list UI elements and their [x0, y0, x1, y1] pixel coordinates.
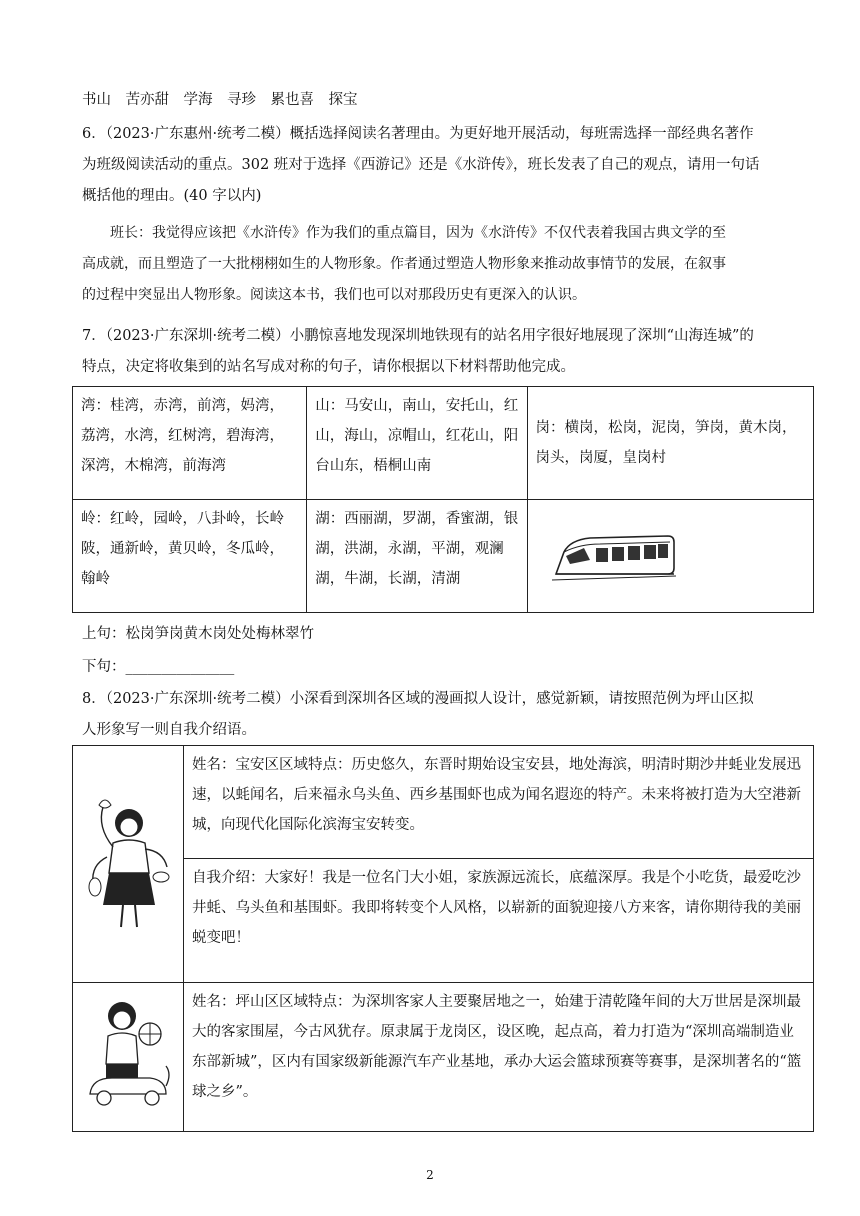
q7-line-2: 特点，决定将收集到的站名写成对称的句子，请你根据以下材料帮助他完成。 [82, 359, 575, 375]
district-table [72, 745, 814, 1132]
pingshan-illustration-cell [73, 983, 184, 1132]
q6-quote-line-3: 的过程中突显出人物形象。阅读这本书，我们也可以对那段历史有更深入的认识。 [82, 287, 586, 303]
baoan-illustration-cell [73, 746, 184, 983]
boy-cartoon-icon [82, 990, 174, 1120]
q6-line-2: 为班级阅读活动的重点。302 班对于选择《西游记》还是《水浒传》，班长发表了自己的观点，请用一句话 [82, 157, 760, 173]
q6-quote-line-2: 高成就，而且塑造了一大批栩栩如生的人物形象。作者通过塑造人物形象来推动故事情节的发展，在叙事 [82, 256, 726, 272]
table-row [73, 859, 814, 983]
q6-quote-line-1: 班长：我觉得应该把《水浒传》作为我们的重点篇目，因为《水浒传》不仅代表着我国古典文学的至 [110, 225, 726, 241]
lower-line: 下句：_______________ [82, 659, 235, 675]
q7-line-1: 7．（2023·广东深圳·统考二模）小鹏惊喜地发现深圳地铁现有的站名用字很好地展现了深圳“山海连城”的 [82, 328, 754, 344]
q8-line-1: 8．（2023·广东深圳·统考二模）小深看到深圳各区域的漫画拟人设计，感觉新颖，请按照范例为坪山区拟 [82, 691, 754, 707]
metro-train-icon [550, 530, 680, 590]
upper-line: 上句：松岗笋岗黄木岗处处梅林翠竹 [82, 626, 314, 642]
table-row [73, 983, 814, 1132]
station-name-table [72, 386, 814, 613]
top-words: 书山 苦亦甜 学海 寻珍 累也喜 探宝 [82, 92, 358, 108]
q6-quote [82, 218, 782, 311]
cell-ling: 岭：红岭，园岭，八卦岭，长岭陂，通新岭，黄贝岭，冬瓜岭，翰岭 [73, 500, 307, 613]
baoan-intro-cell: 自我介绍：大家好！我是一位名门大小姐，家族源远流长，底蕴深厚。我是个小吃货，最爱吃沙井蚝、乌头鱼和基围虾。我即将转变个人风格，以崭新的面貌迎接八方来客，请你期待我的美丽蜕变吧！ [183, 859, 813, 983]
q6-line-3: 概括他的理由。(40 字以内) [82, 188, 262, 204]
q6-line-1: 6．（2023·广东惠州·统考二模）概括选择阅读名著理由。为更好地开展活动，每班需选择一部经典名著作 [82, 126, 754, 142]
pingshan-info-cell: 姓名：坪山区区域特点：为深圳客家人主要聚居地之一，始建于清乾隆年间的大万世居是深圳最大的客家围屋，今古风犹存。原隶属于龙岗区，设区晚，起点高，着力打造为“深圳高端制造业东部新城”，区内有国家级新能源汽车产业基地，承办大运会篮球预赛等赛事，是深圳著名的“篮球之乡”。 [183, 983, 813, 1132]
baoan-info-cell: 姓名：宝安区区域特点：历史悠久，东晋时期始设宝安县，地处海滨，明清时期沙井蚝业发展迅速，以蚝闻名，后来福永乌头鱼、西乡基围虾也成为闻名遐迩的特产。未来将被打造为大空港新城，向现代化国际化滨海宝安转变。 [183, 746, 813, 859]
cell-wan: 湾：桂湾，赤湾，前湾，妈湾，荔湾，水湾，红树湾，碧海湾，深湾，木棉湾，前海湾 [73, 387, 307, 500]
table-row [73, 746, 814, 859]
girl-cartoon-icon [83, 787, 173, 937]
table-row [73, 500, 814, 613]
table-row [73, 387, 814, 500]
cell-train-image [527, 500, 813, 613]
cell-shan: 山：马安山，南山，安托山，红山，海山，凉帽山，红花山，阳台山东，梧桐山南 [307, 387, 527, 500]
cell-gang: 岗：横岗，松岗，泥岗，笋岗，黄木岗，岗头，岗厦，皇岗村 [527, 387, 813, 500]
q8-line-2: 人形象写一则自我介绍语。 [82, 722, 256, 738]
cell-hu: 湖：西丽湖，罗湖，香蜜湖，银湖，洪湖，永湖，平湖，观澜湖，牛湖，长湖，清湖 [307, 500, 527, 613]
page-number: 2 [426, 1168, 434, 1182]
